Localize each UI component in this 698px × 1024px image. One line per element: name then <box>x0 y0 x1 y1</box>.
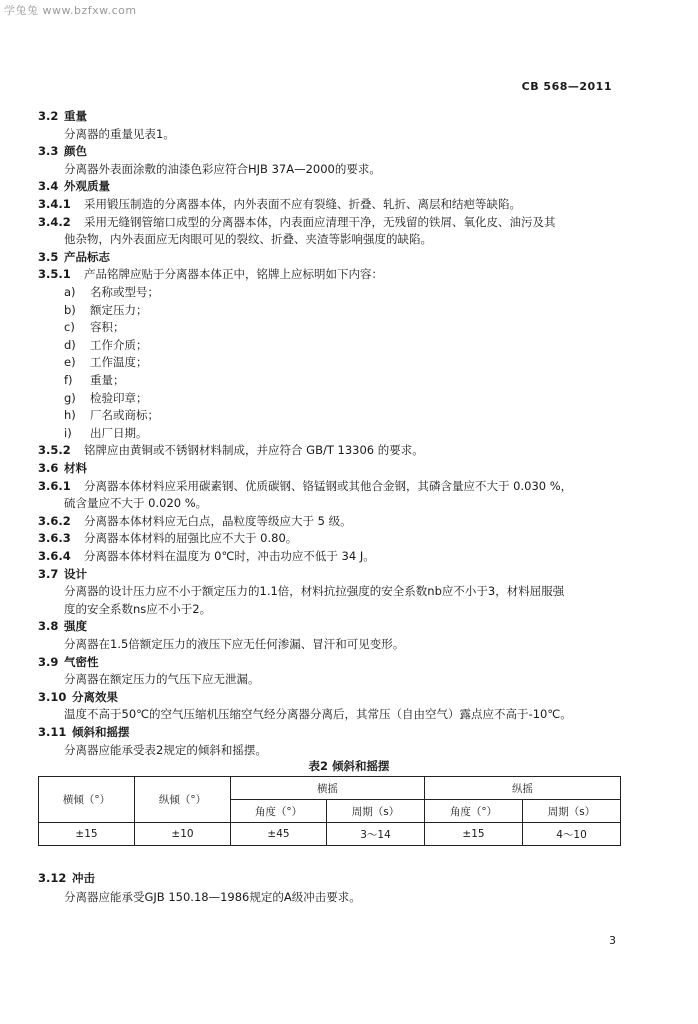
watermark: 学兔兔 www.bzfxw.com <box>4 4 137 17</box>
header-trim: 纵倾（°） <box>135 777 231 823</box>
paragraph-line <box>64 671 260 688</box>
section-line <box>38 618 87 635</box>
section-line <box>38 460 87 477</box>
section-heading: 分离效果 <box>72 689 118 704</box>
section-number: 3.6.1 <box>38 478 71 493</box>
section-number: 3.8 <box>38 619 59 634</box>
section-line <box>38 478 572 495</box>
section-number: 3.6.4 <box>38 549 71 563</box>
section-number: 3.5.2 <box>38 443 71 458</box>
section-line <box>38 530 297 547</box>
section-line <box>38 548 375 565</box>
paragraph-line <box>64 706 572 723</box>
line-text: 厂名或商标； <box>90 408 159 423</box>
section-number: 3.5 <box>38 249 59 264</box>
table-row <box>39 823 621 846</box>
document-number: CB 568—2011 <box>521 80 612 93</box>
list-item <box>64 372 125 389</box>
paragraph-line <box>64 126 175 143</box>
section-heading: 气密性 <box>64 654 99 669</box>
line-text: 重量； <box>90 373 125 387</box>
section-number: 3.6.2 <box>38 513 71 528</box>
paragraph-line <box>64 889 361 906</box>
section-line <box>38 196 521 213</box>
line-text: 分离器应能承受表2规定的倾斜和摇摆。 <box>64 742 267 757</box>
table-title: 表2 倾斜和摇摆 <box>308 759 390 773</box>
list-label: e) <box>64 355 76 370</box>
table-cell: ±45 <box>231 823 327 846</box>
section-line <box>38 689 118 706</box>
line-text: 分离器的设计压力应不小于额定压力的1.1倍，材料抗拉强度的安全系数nb应不小于3，材料屈服强 <box>64 584 565 599</box>
line-text: 额定压力； <box>90 302 148 317</box>
header-pitch-period: 周期（s） <box>523 800 621 823</box>
line-text: 采用无缝钢管缩口成型的分离器本体，内表面应清理干净，无残留的铁屑、氧化皮、油污及其 <box>84 214 556 229</box>
line-text: 工作温度； <box>90 355 148 370</box>
table-cell: ±15 <box>425 823 523 846</box>
paragraph-line <box>64 742 267 759</box>
section-heading: 设计 <box>64 566 87 581</box>
list-item <box>64 407 159 424</box>
paragraph-line <box>64 601 211 618</box>
line-text: 分离器的重量见表1。 <box>64 126 175 141</box>
line-text: 分离器本体材料应无白点，晶粒度等级应大于 5 级。 <box>84 513 352 528</box>
list-label: f) <box>64 373 73 387</box>
list-item <box>64 284 159 301</box>
header-heel: 横倾（°） <box>39 777 135 823</box>
section-line <box>38 566 87 583</box>
section-number: 3.7 <box>38 566 59 581</box>
section-line <box>38 654 99 671</box>
list-label: c) <box>64 320 75 335</box>
line-text: 他杂物，内外表面应无肉眼可见的裂纹、折叠、夹渣等影响强度的缺陷。 <box>64 232 432 247</box>
header-pitch: 纵摇 <box>425 777 621 800</box>
table-cell: ±15 <box>39 823 135 846</box>
section-line <box>38 513 352 530</box>
section-number: 3.10 <box>38 689 67 704</box>
section-heading: 产品标志 <box>64 249 110 264</box>
section-number: 3.4.1 <box>38 197 71 211</box>
list-label: d) <box>64 337 76 352</box>
page-number: 3 <box>609 934 616 947</box>
list-item <box>64 425 148 442</box>
section-heading: 材料 <box>64 461 87 475</box>
header-roll-period: 周期（s） <box>327 800 425 823</box>
header-pitch-angle: 角度（°） <box>425 800 523 823</box>
section-heading: 重量 <box>64 109 87 123</box>
line-text: 铭牌应由黄铜或不锈钢材料制成，并应符合 GB/T 13306 的要求。 <box>84 443 424 458</box>
list-label: a) <box>64 285 76 299</box>
paragraph-line <box>64 231 432 248</box>
section-line <box>38 214 556 231</box>
line-text: 分离器在1.5倍额定压力的液压下应无任何渗漏、冒汗和可见变形。 <box>64 637 405 651</box>
line-text: 工作介质； <box>90 337 148 352</box>
line-text: 分离器应能承受GJB 150.18—1986规定的A级冲击要求。 <box>64 890 361 904</box>
section-heading: 颜色 <box>64 144 87 159</box>
list-label: i) <box>64 425 72 440</box>
section-number: 3.4.2 <box>38 214 71 229</box>
line-text: 分离器外表面涂敷的油漆色彩应符合HJB 37A—2000的要求。 <box>64 161 381 176</box>
section-line <box>38 108 87 125</box>
tilt-swing-table <box>38 776 621 846</box>
paragraph-line <box>64 636 404 653</box>
table-cell: ±10 <box>135 823 231 846</box>
section-number: 3.6 <box>38 461 59 475</box>
paragraph-line <box>64 161 381 178</box>
section-number: 3.5.1 <box>38 267 71 282</box>
section-number: 3.6.3 <box>38 531 71 546</box>
section-number: 3.9 <box>38 654 59 669</box>
line-text: 采用锻压制造的分离器本体，内外表面不应有裂缝、折叠、轧折、离层和结疤等缺陷。 <box>84 197 521 211</box>
section-heading: 冲击 <box>72 871 95 885</box>
line-text: 分离器在额定压力的气压下应无泄漏。 <box>64 672 260 687</box>
line-text: 检验印章； <box>90 390 148 405</box>
section-number: 3.2 <box>38 109 59 123</box>
section-line <box>38 143 87 160</box>
list-label: g) <box>64 390 76 405</box>
line-text: 分离器本体材料应采用碳素钢、优质碳钢、铬锰钢或其他合金钢，其磷含量应不大于 0.030 %， <box>84 478 573 493</box>
header-roll-angle: 角度（°） <box>231 800 327 823</box>
line-text: 分离器本体材料的屈强比应不大于 0.80。 <box>84 531 298 546</box>
section-heading: 外观质量 <box>64 179 110 194</box>
section-number: 3.4 <box>38 179 59 194</box>
section-line <box>38 249 110 266</box>
line-text: 硫含量应不大于 0.020 %。 <box>64 496 208 511</box>
paragraph-line <box>64 495 207 512</box>
list-item <box>64 337 148 354</box>
line-text: 产品铭牌应贴于分离器本体正中，铭牌上应标明如下内容： <box>84 267 383 282</box>
section-number: 3.12 <box>38 871 67 885</box>
paragraph-line <box>64 583 564 600</box>
section-heading: 倾斜和摇摆 <box>72 725 130 739</box>
line-text: 分离器本体材料在温度为 0℃时，冲击功应不低于 34 J。 <box>84 549 375 563</box>
list-item <box>64 302 148 319</box>
line-text: 温度不高于50℃的空气压缩机压缩空气经分离器分离后，其常压（自由空气）露点应不高于-10℃。 <box>64 707 572 722</box>
section-line <box>38 442 424 459</box>
section-line <box>38 870 95 887</box>
list-label: h) <box>64 408 76 423</box>
header-roll: 横摇 <box>231 777 425 800</box>
line-text: 出厂日期。 <box>90 425 148 440</box>
list-item <box>64 354 148 371</box>
section-line <box>38 724 130 741</box>
table-cell: 3～14 <box>327 823 425 846</box>
table-cell: 4～10 <box>523 823 621 846</box>
section-line <box>38 178 110 195</box>
line-text: 名称或型号； <box>90 285 159 299</box>
section-number: 3.3 <box>38 144 59 159</box>
list-item <box>64 390 148 407</box>
section-heading: 强度 <box>64 619 87 634</box>
section-number: 3.11 <box>38 725 67 739</box>
list-label: b) <box>64 302 76 317</box>
list-item <box>64 319 125 336</box>
line-text: 容积； <box>90 320 125 335</box>
section-line <box>38 266 383 283</box>
line-text: 度的安全系数ns应不小于2。 <box>64 601 212 616</box>
